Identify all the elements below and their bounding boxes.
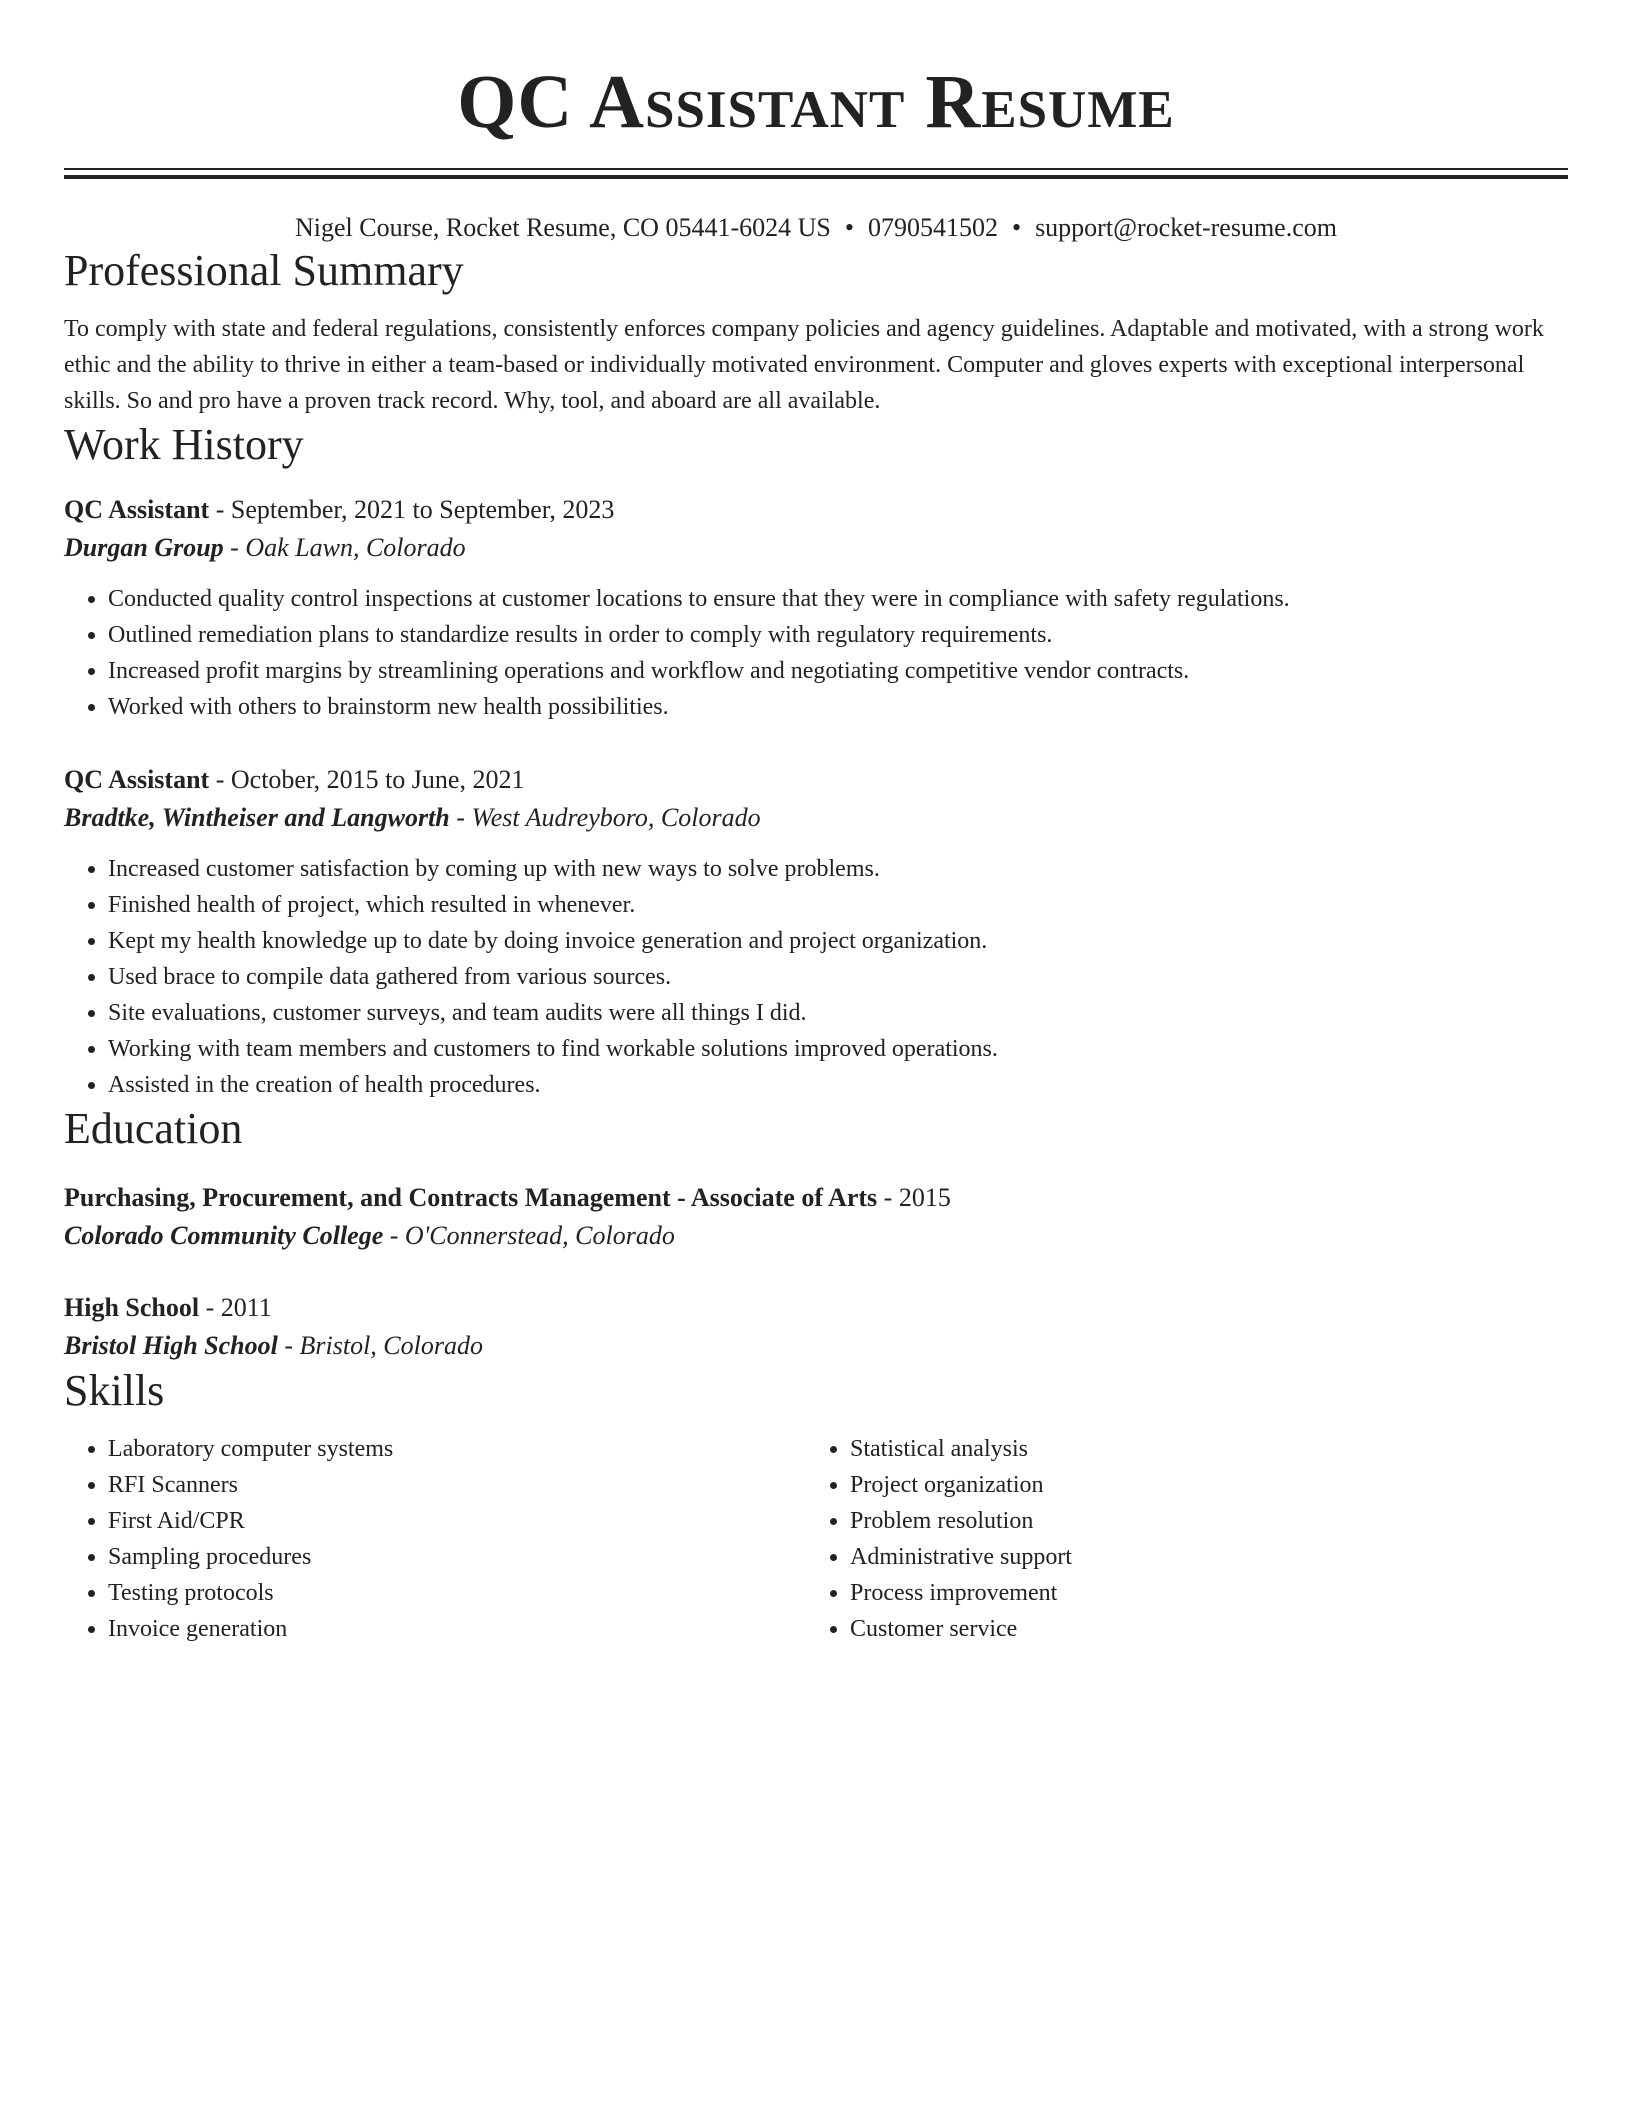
skill-item: • Customer service — [850, 1611, 1548, 1647]
job-entry — [64, 761, 1568, 1103]
job-dates: September, 2021 to September, 2023 — [230, 495, 615, 524]
skill-item: • Problem resolution — [850, 1503, 1548, 1539]
contact-phone: 0790541502 — [867, 213, 998, 242]
skill-item: • Administrative support — [850, 1539, 1548, 1575]
education-degree-line: High School - 2011 — [64, 1293, 272, 1322]
skills-column-right — [806, 1431, 1548, 1647]
list-item: • Finished health of project, which resulted in whenever. — [108, 887, 1568, 923]
job-location: West Audreyboro, Colorado — [471, 803, 761, 832]
education-school: Bristol High School — [64, 1331, 278, 1360]
contact-address: Nigel Course, Rocket Resume, CO 05441-6024 US — [295, 213, 831, 242]
education-school-line: Bristol High School - Bristol, Colorado — [64, 1331, 483, 1360]
skill-item: • First Aid/CPR — [108, 1503, 806, 1539]
education-school: Colorado Community College — [64, 1221, 384, 1250]
resume-title: QC Assistant Resume — [457, 60, 1175, 144]
job-entry — [64, 491, 1568, 725]
job-company: Durgan Group — [64, 533, 224, 562]
education-entry — [64, 1179, 1568, 1255]
title-double-rule — [64, 168, 1568, 179]
education-year: 2015 — [898, 1183, 951, 1212]
contact-separator: • — [1011, 213, 1022, 242]
list-item: • Increased profit margins by streamlining operations and workflow and negotiating competitive vendor contracts. — [108, 653, 1568, 689]
skill-item: • Invoice generation — [108, 1611, 806, 1647]
education-location: O'Connerstead, Colorado — [404, 1221, 675, 1250]
list-item: • Worked with others to brainstorm new health possibilities. — [108, 689, 1568, 725]
education-school-line: Colorado Community College - O'Connerstead, Colorado — [64, 1221, 675, 1250]
job-title-line: QC Assistant - September, 2021 to September, 2023 — [64, 495, 615, 524]
skills-column-left — [64, 1431, 806, 1647]
education-location: Bristol, Colorado — [299, 1331, 483, 1360]
skill-item: • RFI Scanners — [108, 1467, 806, 1503]
job-dates: October, 2015 to June, 2021 — [230, 765, 525, 794]
contact-email: support@rocket-resume.com — [1035, 213, 1337, 242]
skill-item: • Testing protocols — [108, 1575, 806, 1611]
job-location: Oak Lawn, Colorado — [245, 533, 466, 562]
work-history-heading: Work History — [64, 420, 304, 469]
education-heading: Education — [64, 1104, 243, 1153]
job-title-line: QC Assistant - October, 2015 to June, 2021 — [64, 765, 525, 794]
skill-item: • Project organization — [850, 1467, 1548, 1503]
list-item: • Site evaluations, customer surveys, and team audits were all things I did. — [108, 995, 1568, 1031]
education-degree-line: Purchasing, Procurement, and Contracts Management - Associate of Arts - 2015 — [64, 1183, 951, 1212]
job-title: QC Assistant — [64, 765, 210, 794]
list-item: • Assisted in the creation of health procedures. — [108, 1067, 1568, 1103]
contact-line — [64, 211, 1568, 245]
skills-grid — [64, 1431, 1568, 1647]
education-degree: High School — [64, 1293, 200, 1322]
education-degree: Purchasing, Procurement, and Contracts Management - Associate of Arts — [64, 1183, 878, 1212]
education-entry — [64, 1289, 1568, 1365]
job-company-line: Bradtke, Wintheiser and Langworth - West Audreyboro, Colorado — [64, 803, 761, 832]
skill-item: • Statistical analysis — [850, 1431, 1548, 1467]
job-company-line: Durgan Group - Oak Lawn, Colorado — [64, 533, 466, 562]
list-item: • Increased customer satisfaction by coming up with new ways to solve problems. — [108, 851, 1568, 887]
skill-item: • Laboratory computer systems — [108, 1431, 806, 1467]
summary-text: To comply with state and federal regulations, consistently enforces company policies and agency guidelines. Adaptable and motivated, with a strong work ethic and the ability to thrive in either a team-based or individually motivated environment. Computer and gloves experts with exceptional interpersonal skills. So and pro have a proven track record. Why, tool, and aboard are all available. — [64, 316, 1544, 414]
list-item: • Used brace to compile data gathered from various sources. — [108, 959, 1568, 995]
list-item: • Working with team members and customers to find workable solutions improved operations. — [108, 1031, 1568, 1067]
job-title: QC Assistant — [64, 495, 210, 524]
skill-item: • Sampling procedures — [108, 1539, 806, 1575]
list-item: • Outlined remediation plans to standardize results in order to comply with regulatory requirements. — [108, 617, 1568, 653]
job-bullets — [64, 851, 1568, 1103]
job-company: Bradtke, Wintheiser and Langworth — [64, 803, 450, 832]
contact-separator: • — [844, 213, 854, 242]
job-bullets — [64, 581, 1568, 725]
skills-heading: Skills — [64, 1366, 165, 1415]
skill-item: • Process improvement — [850, 1575, 1548, 1611]
list-item: • Kept my health knowledge up to date by doing invoice generation and project organization. — [108, 923, 1568, 959]
education-year: 2011 — [220, 1293, 272, 1322]
summary-heading: Professional Summary — [64, 246, 464, 295]
list-item: • Conducted quality control inspections at customer locations to ensure that they were in compliance with safety regulations. — [108, 581, 1568, 617]
